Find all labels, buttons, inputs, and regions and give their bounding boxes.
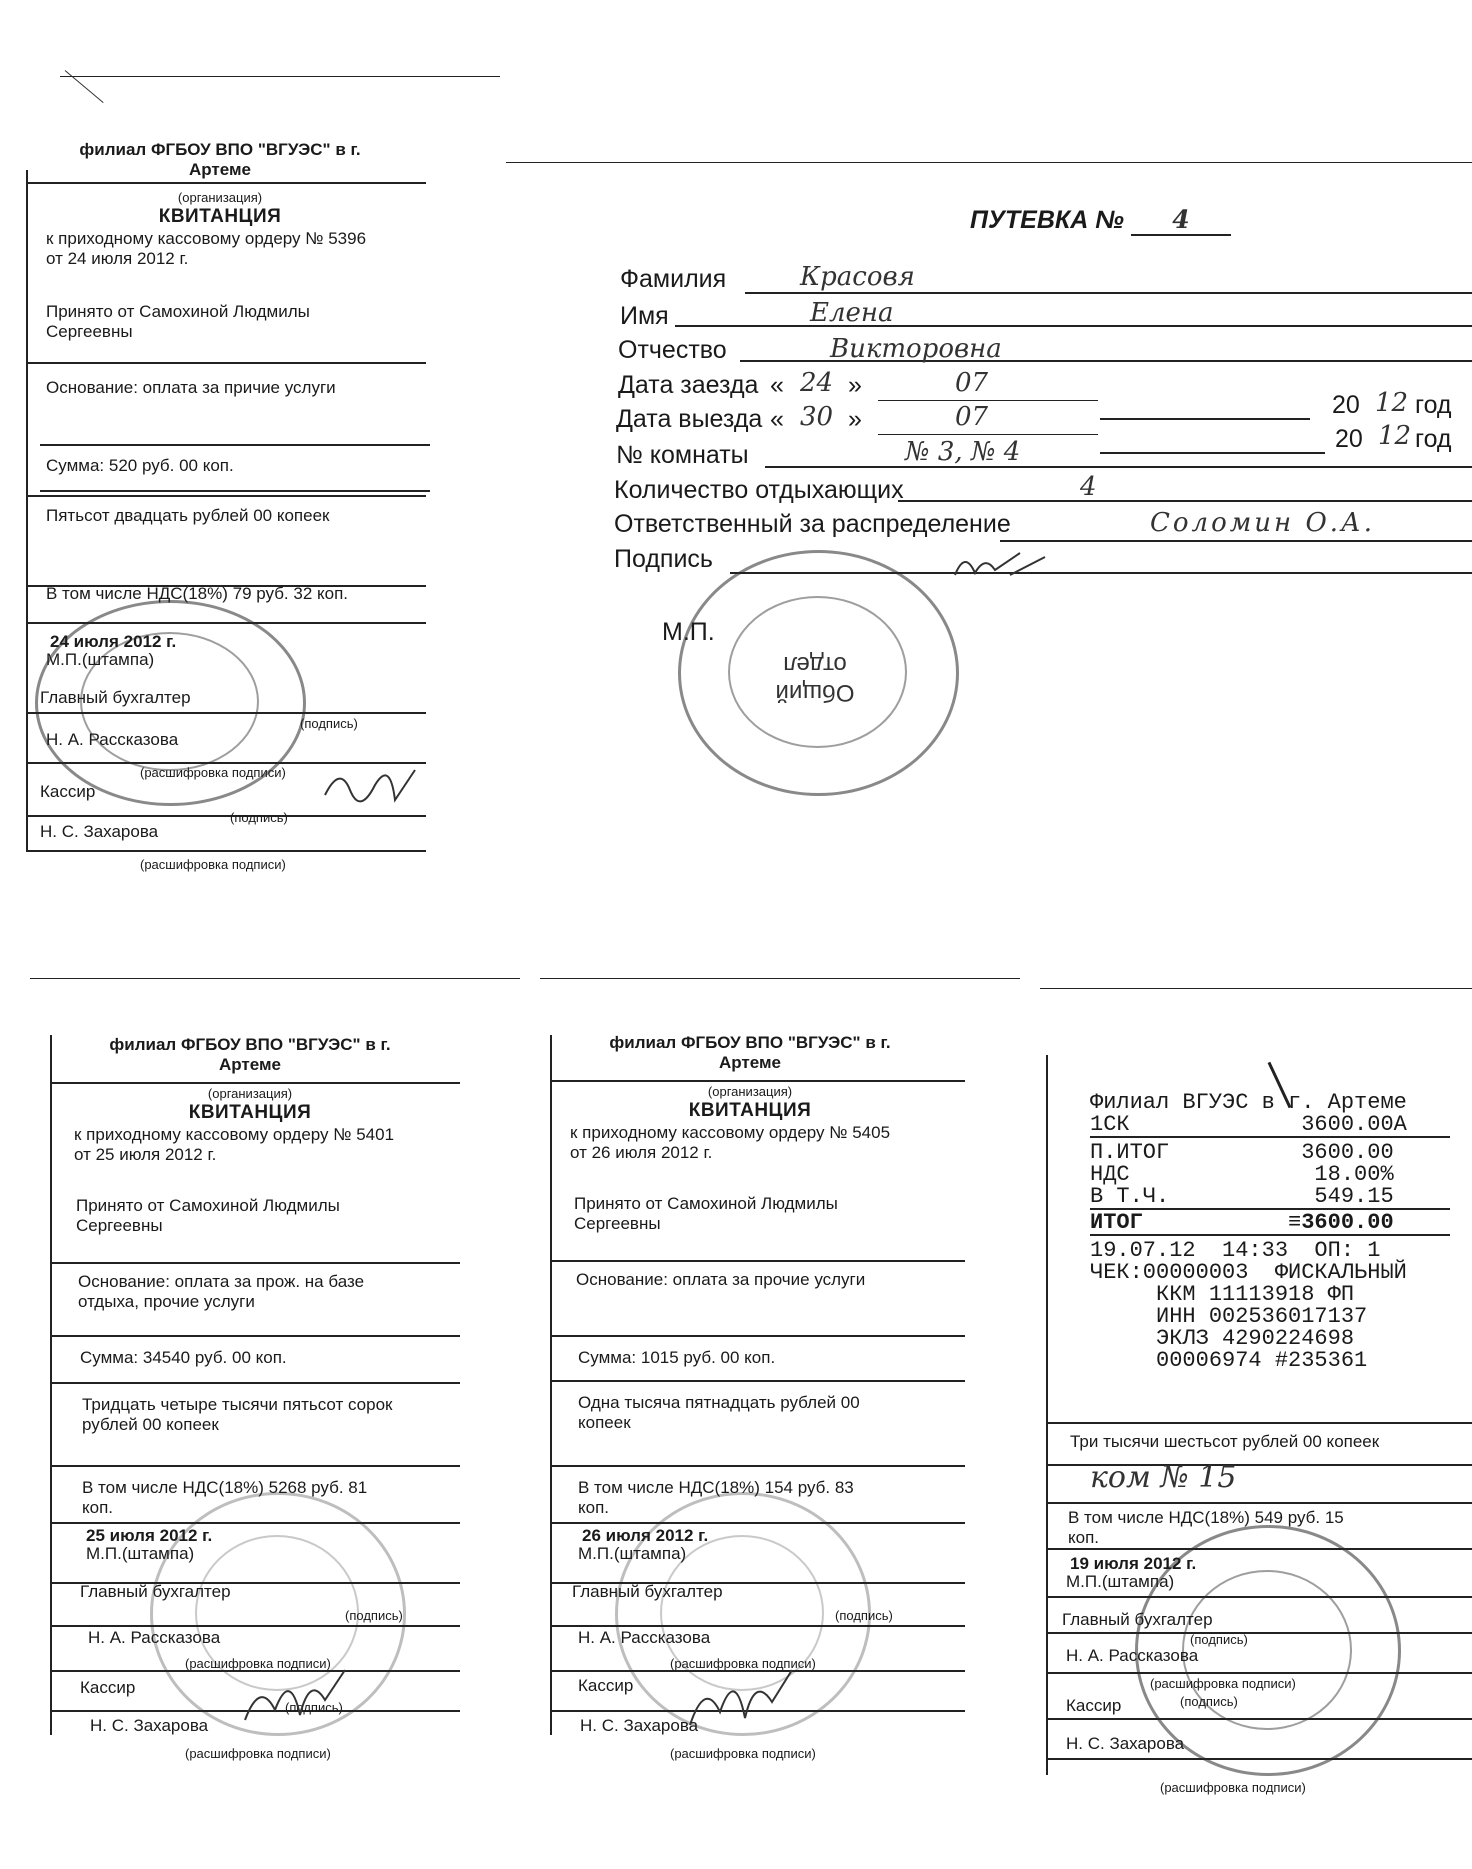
- departure-year-prefix: 20: [1335, 425, 1363, 453]
- receipt-title: КВИТАНЦИЯ: [158, 206, 282, 227]
- vat-line-1: В том числе НДС(18%) 154 руб. 83: [578, 1478, 854, 1497]
- guest-count-value: 4: [1080, 472, 1097, 502]
- chief-accountant-name: Н. А. Рассказова: [1066, 1646, 1199, 1665]
- departure-year-word: год: [1415, 425, 1452, 453]
- cashier-label: Кассир: [578, 1676, 634, 1695]
- basis-line-2: отдыха, прочие услуги: [78, 1292, 255, 1311]
- responsible-value: Соломин О.А.: [1150, 508, 1375, 538]
- sum: Сумма: 520 руб. 00 коп.: [46, 456, 234, 475]
- departure-year: 12: [1378, 421, 1412, 451]
- org-caption: (организация): [707, 1084, 793, 1099]
- receipt-2: [0, 970, 530, 1850]
- sum-in-words: [82, 1395, 392, 1435]
- check-line-10: ИНН 002536017137: [1090, 1304, 1368, 1329]
- patronymic-label: Отчество: [618, 336, 727, 364]
- room-value: № 3, № 4: [905, 437, 1021, 467]
- sum-in-words: [578, 1393, 860, 1433]
- fiscal-check: [1090, 1092, 1450, 1372]
- departure-close-quote: »: [848, 405, 862, 433]
- arrival-day: 24: [800, 368, 834, 398]
- cashier-decode-caption: (расшифровка подписи): [140, 857, 286, 872]
- arrival-label: Дата заезда: [618, 371, 759, 399]
- sum-in-words: Три тысячи шестьсот рублей 00 копеек: [1070, 1432, 1380, 1451]
- vat-line-1: В том числе НДС(18%) 549 руб. 15: [1068, 1508, 1344, 1527]
- stamp-center-line-1: Общий: [775, 679, 855, 706]
- putevka-number: 4: [1131, 205, 1231, 236]
- org-line-1: филиал ФГБОУ ВПО "ВГУЭС" в г.: [109, 1035, 391, 1054]
- cashier-label: Кассир: [1066, 1696, 1122, 1715]
- mp-stamp-label: М.П.(штампа): [578, 1544, 687, 1563]
- departure-open-quote: «: [770, 405, 784, 433]
- vat-line-2: коп.: [1068, 1528, 1100, 1547]
- stamp-center-text: [755, 650, 875, 706]
- check-line-5: В Т.Ч. 549.15: [1090, 1186, 1450, 1210]
- cashier-decode-caption: (расшифровка подписи): [185, 1746, 331, 1761]
- stamp-date: 26 июля 2012 г.: [582, 1526, 709, 1545]
- vat-line-1: В том числе НДС(18%) 5268 руб. 81: [82, 1478, 368, 1497]
- chief-accountant-name: Н. А. Рассказова: [88, 1628, 221, 1647]
- sum: Сумма: 34540 руб. 00 коп.: [80, 1348, 287, 1367]
- putevka-title: [970, 205, 1231, 236]
- round-stamp-inner: [80, 632, 259, 771]
- signature-label: Подпись: [614, 545, 713, 573]
- decode-caption: (расшифровка подписи): [185, 1656, 331, 1671]
- name-label: Имя: [620, 302, 669, 330]
- sum-in-words-line-2: копеек: [578, 1413, 631, 1432]
- order-number: к приходному кассовому ордеру № 5405: [570, 1123, 891, 1142]
- sum-in-words-line-1: Одна тысяча пятнадцать рублей 00: [578, 1393, 860, 1412]
- departure-day: 30: [800, 402, 834, 432]
- signature-caption: (подпись): [345, 1608, 403, 1623]
- stamp-date: 24 июля 2012 г.: [50, 632, 177, 651]
- received-from-line-1: Принято от Самохиной Людмилы: [46, 302, 310, 321]
- order-date: от 25 июля 2012 г.: [74, 1145, 217, 1164]
- cashier-label: Кассир: [40, 782, 96, 801]
- putevka-title-text: ПУТЕВКА №: [970, 206, 1124, 234]
- putevka-signature: [950, 545, 1060, 590]
- round-stamp-inner: [1182, 1570, 1352, 1730]
- cashier-decode-caption: (расшифровка подписи): [670, 1746, 816, 1761]
- org-line-2: Артеме: [718, 1053, 782, 1072]
- signature-caption: (подпись): [300, 716, 358, 731]
- order-number: к приходному кассовому ордеру № 5401: [74, 1125, 395, 1144]
- sum-in-words: Пятьсот двадцать рублей 00 копеек: [46, 506, 330, 525]
- org-name: [40, 140, 400, 180]
- arrival-month: 07: [955, 368, 989, 398]
- decode-caption: (расшифровка подписи): [1150, 1676, 1296, 1691]
- vat-line-2: коп.: [578, 1498, 610, 1517]
- order-date: от 24 июля 2012 г.: [46, 249, 189, 268]
- received-from-line-1: Принято от Самохиной Людмилы: [76, 1196, 340, 1215]
- check-line-3: П.ИТОГ 3600.00: [1090, 1140, 1394, 1165]
- received-from-line-2: Сергеевны: [76, 1216, 163, 1235]
- receipt-title: КВИТАНЦИЯ: [188, 1102, 312, 1123]
- cashier-name: Н. С. Захарова: [1066, 1734, 1185, 1753]
- org-caption: (организация): [177, 190, 263, 205]
- signature-scribble: [680, 1660, 800, 1735]
- mp-label: М.П.: [662, 618, 715, 646]
- received-from-line-2: Сергеевны: [574, 1214, 661, 1233]
- stamp-date: 19 июля 2012 г.: [1070, 1554, 1197, 1573]
- chief-accountant-name: Н. А. Рассказова: [46, 730, 179, 749]
- order-number: к приходному кассовому ордеру № 5396: [46, 229, 367, 248]
- cashier-name: Н. С. Захарова: [90, 1716, 209, 1735]
- check-line-2: 1СК 3600.00А: [1090, 1114, 1450, 1138]
- responsible-label: Ответственный за распределение: [614, 510, 1011, 538]
- departure-month: 07: [955, 402, 989, 432]
- org-line-1: филиал ФГБОУ ВПО "ВГУЭС" в г.: [609, 1033, 891, 1052]
- patronymic-value: Викторовна: [830, 334, 1002, 364]
- room-label: № комнаты: [616, 441, 749, 469]
- arrival-year-prefix: 20: [1332, 391, 1360, 419]
- received-from-line-2: Сергеевны: [46, 322, 133, 341]
- cashier-name: Н. С. Захарова: [40, 822, 159, 841]
- sum-in-words-line-2: рублей 00 копеек: [82, 1415, 219, 1434]
- check-line-11: ЭКЛЗ 4290224698: [1090, 1326, 1355, 1351]
- basis: [78, 1272, 364, 1312]
- cashier-decode-caption: (расшифровка подписи): [1160, 1780, 1306, 1795]
- received-from: [574, 1194, 838, 1234]
- arrival-open-quote: «: [770, 371, 784, 399]
- order-date: от 26 июля 2012 г.: [570, 1143, 713, 1162]
- check-line-8: ЧЕК:00000003 ФИСКАЛЬНЫЙ: [1090, 1260, 1407, 1285]
- stamp-date: 25 июля 2012 г.: [86, 1526, 213, 1545]
- arrival-close-quote: »: [848, 371, 862, 399]
- cashier-signature-caption: (подпись): [285, 1700, 343, 1715]
- receipt-title: КВИТАНЦИЯ: [688, 1100, 812, 1121]
- signature-scribble: [320, 755, 440, 815]
- chief-accountant-label: Главный бухгалтер: [40, 688, 191, 707]
- guest-count-label: Количество отдыхающих: [614, 476, 904, 504]
- org-line-2: Артеме: [188, 160, 252, 179]
- mp-stamp-label: М.П.(штампа): [46, 650, 155, 669]
- check-line-1: Филиал ВГУЭС в г. Артеме: [1090, 1090, 1407, 1115]
- signature-scribble: [235, 1660, 355, 1730]
- mp-stamp-label: М.П.(штампа): [1066, 1572, 1175, 1591]
- check-line-9: ККМ 11113918 ФП: [1090, 1282, 1355, 1307]
- decode-caption: (расшифровка подписи): [140, 765, 286, 780]
- handwritten-room-note: ком № 15: [1090, 1460, 1237, 1495]
- decode-caption: (расшифровка подписи): [670, 1656, 816, 1671]
- departure-label: Дата выезда: [616, 405, 763, 433]
- org-name: [570, 1033, 930, 1073]
- sum-in-words-line-1: Тридцать четыре тысячи пятьсот сорок: [82, 1395, 393, 1414]
- surname-value: Красовя: [800, 262, 915, 292]
- chief-accountant-label: Главный бухгалтер: [80, 1582, 231, 1601]
- cashier-signature-caption: (подпись): [230, 810, 288, 825]
- chief-accountant-label: Главный бухгалтер: [1062, 1610, 1213, 1629]
- receipt-3: [530, 970, 1030, 1850]
- stamp-center-line-2: отдел: [783, 651, 847, 678]
- check-line-4: НДС 18.00%: [1090, 1162, 1394, 1187]
- org-line-1: филиал ФГБОУ ВПО "ВГУЭС" в г.: [79, 140, 361, 159]
- received-from: [46, 302, 310, 342]
- chief-accountant-label: Главный бухгалтер: [572, 1582, 723, 1601]
- receipt-4: [1030, 970, 1472, 1869]
- check-line-12: 00006974 #235361: [1090, 1348, 1368, 1373]
- signature-caption: (подпись): [1190, 1632, 1248, 1647]
- name-value: Елена: [810, 298, 894, 328]
- sum: Сумма: 1015 руб. 00 коп.: [578, 1348, 776, 1367]
- cashier-label: Кассир: [80, 1678, 136, 1697]
- mp-stamp-label: М.П.(штампа): [86, 1544, 195, 1563]
- received-from-line-1: Принято от Самохиной Людмилы: [574, 1194, 838, 1213]
- cashier-name: Н. С. Захарова: [580, 1716, 699, 1735]
- chief-accountant-name: Н. А. Рассказова: [578, 1628, 711, 1647]
- vat: В том числе НДС(18%) 79 руб. 32 коп.: [46, 584, 349, 603]
- arrival-year: 12: [1375, 388, 1409, 418]
- check-line-6: ИТОГ ≡3600.00: [1090, 1212, 1450, 1236]
- surname-label: Фамилия: [620, 265, 727, 293]
- vat-line-2: коп.: [82, 1498, 114, 1517]
- signature-caption: (подпись): [835, 1608, 893, 1623]
- basis-line-1: Основание: оплата за прож. на базе: [78, 1272, 365, 1291]
- basis: Основание: оплата за причие услуги: [46, 378, 336, 397]
- org-line-2: Артеме: [218, 1055, 282, 1074]
- putevka-form: [500, 0, 1472, 800]
- org-name: [70, 1035, 430, 1075]
- check-line-7: 19.07.12 14:33 ОП: 1: [1090, 1238, 1381, 1263]
- org-caption: (организация): [207, 1086, 293, 1101]
- received-from: [76, 1196, 340, 1236]
- receipt-1: [0, 0, 500, 900]
- cashier-signature-caption: (подпись): [1180, 1694, 1238, 1709]
- basis: Основание: оплата за прочие услуги: [576, 1270, 866, 1289]
- arrival-year-word: год: [1415, 391, 1452, 419]
